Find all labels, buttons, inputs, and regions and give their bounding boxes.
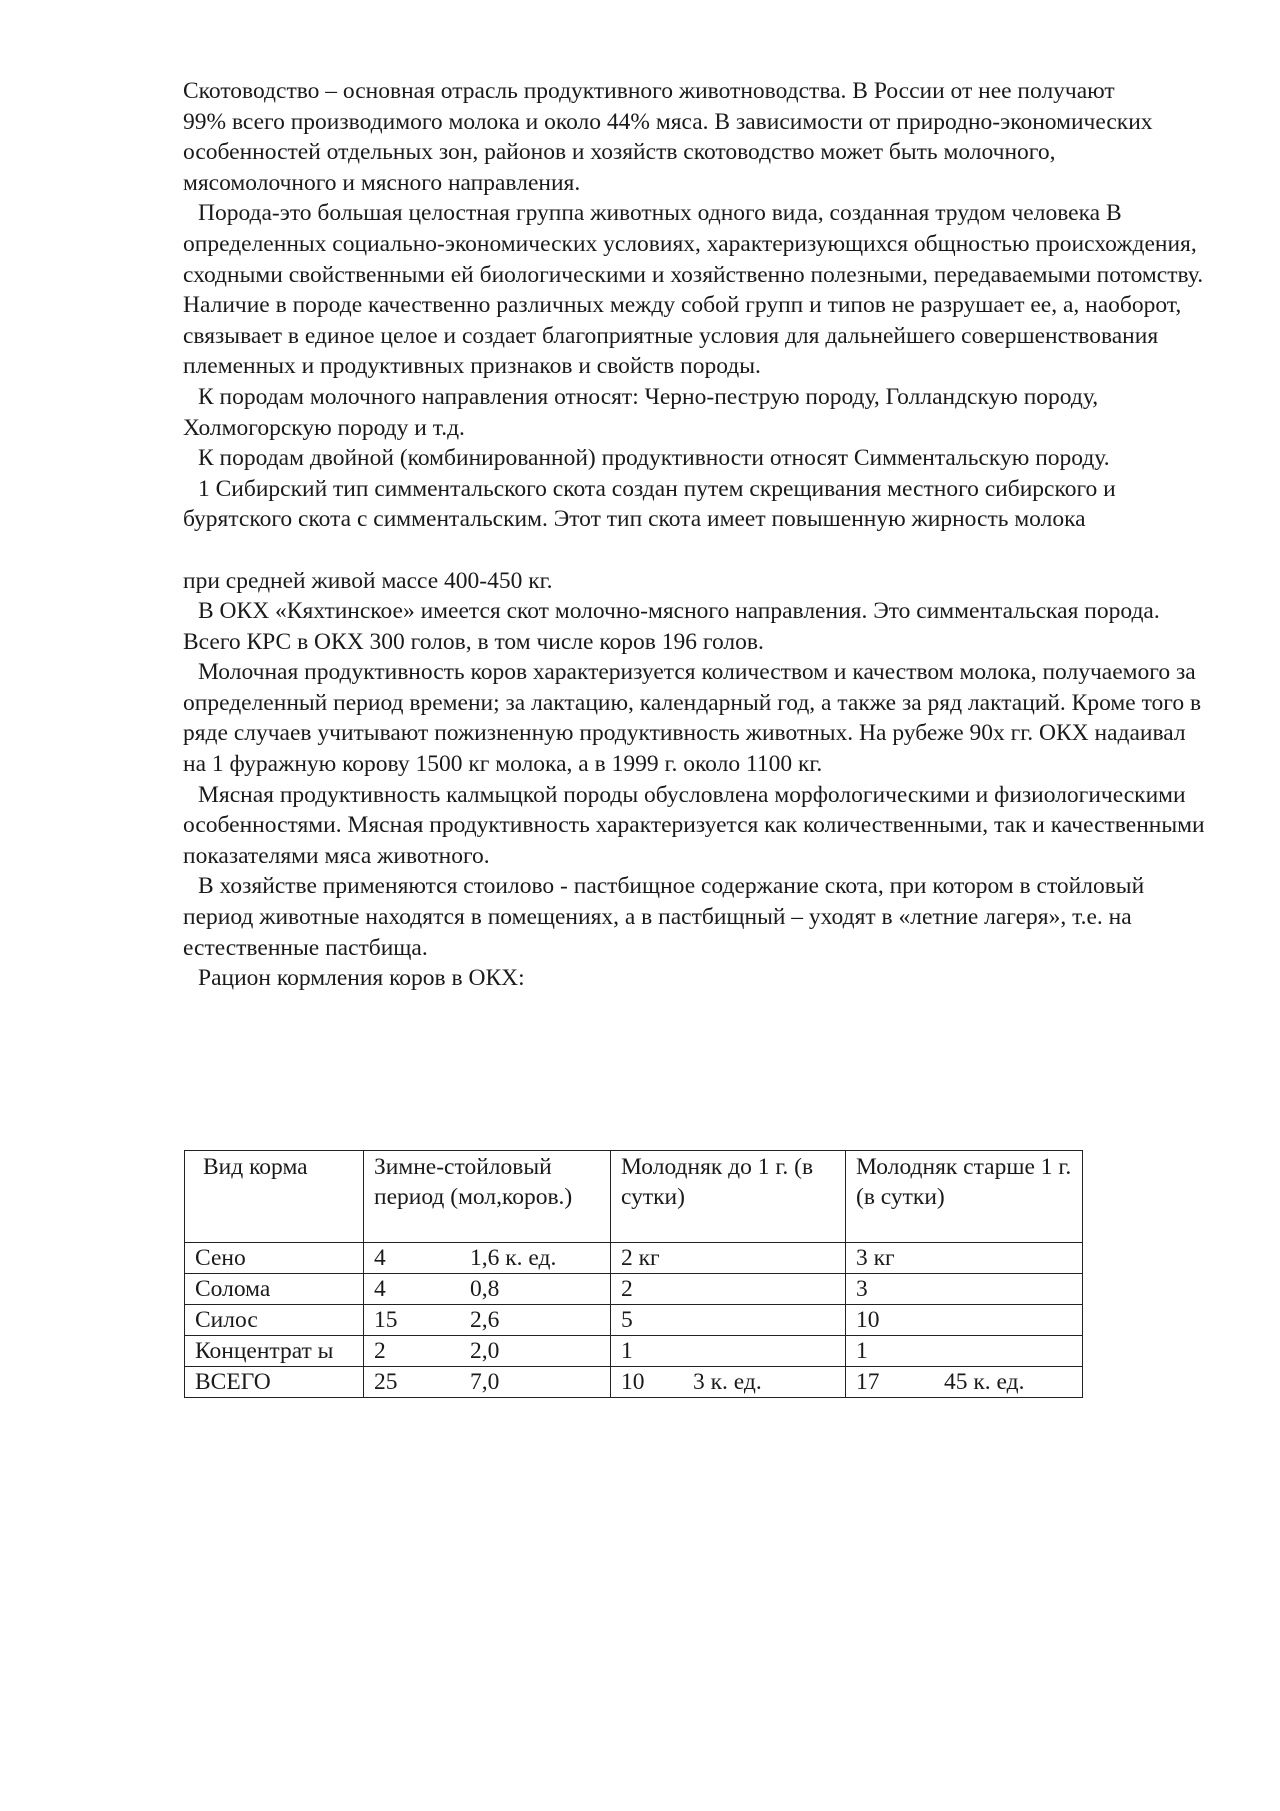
cell-winter	[364, 1243, 611, 1274]
cell-older	[846, 1336, 1083, 1367]
paragraph-milk-productivity: Молочная продуктивность коров характеризуется количеством и качеством молока, получаемого за определенный период времени; за лактацию, календарный год, а также за ряд лактаций. Кроме того в ряде случаев учитывают пожизненную продуктивность животных. На рубеже 90х гг. ОКХ надаивал на 1 фуражную корову 1500 кг молока, а в 1999 г. около 1100 кг.	[183, 659, 1202, 778]
cell-winter-amount: 15	[374, 1307, 398, 1333]
table-row-total	[185, 1367, 1083, 1398]
table-header-row	[185, 1151, 1083, 1243]
paragraph-meat-productivity: Мясная продуктивность калмыцкой породы обусловлена морфологическими и физиологическими особенностями. Мясная продуктивность характеризуется как количественными, так и качественными показателями мяса животного.	[183, 781, 1205, 869]
cell-young	[611, 1367, 846, 1398]
cell-winter-amount: 25	[374, 1369, 398, 1395]
cell-winter	[364, 1305, 611, 1336]
cell-young	[611, 1336, 846, 1367]
ration-table	[184, 1150, 1083, 1398]
paragraph-breed-definition: Порода-это большая целостная группа животных одного вида, созданная трудом человека В определенных социально-экономических условиях, характеризующихся общностью происхождения, сходными свойственными ей биологическими и хозяйственно полезными, передаваемыми потомству. Наличие в породе качественно различных между собой групп и типов не разрушает ее, а, наоборот, связывает в единое целое и создает благоприятные условия для дальнейшего совершенствования племенных и продуктивных признаков и свойств породы.	[183, 200, 1204, 380]
cell-young-amount: 1	[621, 1338, 633, 1364]
cell-winter-units: 2,6	[470, 1307, 500, 1333]
cell-young-amount: 2 кг	[621, 1245, 660, 1271]
header-young-under-1: Молодняк до 1 г. (в сутки)	[611, 1151, 846, 1243]
cell-young-amount: 2	[621, 1276, 633, 1302]
cell-winter-amount: 2	[374, 1338, 386, 1364]
cell-winter-amount: 4	[374, 1276, 386, 1302]
paragraph-siberian-type: 1 Сибирский тип симментальского скота создан путем скрещивания местного сибирского и бурятского скота с симментальским. Этот тип скота имеет повышенную жирность молока	[183, 475, 1116, 533]
cell-winter-units: 7,0	[470, 1369, 500, 1395]
cell-older-units: 45 к. ед.	[944, 1369, 1025, 1395]
cell-young-amount: 5	[621, 1307, 633, 1333]
cell-winter	[364, 1336, 611, 1367]
header-winter-period: Зимне-стойловый период (мол,коров.)	[364, 1151, 611, 1243]
cell-older	[846, 1243, 1083, 1274]
header-feed-type: Вид корма	[185, 1151, 364, 1243]
table-row	[185, 1274, 1083, 1305]
cell-older-amount: 3 кг	[856, 1245, 895, 1271]
cell-older	[846, 1305, 1083, 1336]
cell-young-amount: 10	[621, 1369, 645, 1395]
cell-young	[611, 1274, 846, 1305]
document-body	[183, 76, 1213, 994]
paragraph-live-weight: при средней живой массе 400-450 кг.	[183, 567, 553, 594]
cell-older-amount: 1	[856, 1338, 868, 1364]
cell-winter-units: 0,8	[470, 1276, 500, 1302]
cell-young-units: 3 к. ед.	[693, 1369, 762, 1395]
paragraph-milk-share: 99% всего производимого молока и около 44% мяса. В зависимости от природно-экономических особенностей отдельных зон, районов и хозяйств скотоводство может быть молочного, мясомолочного и мясного направления.	[183, 108, 1153, 196]
cell-winter-amount: 4	[374, 1245, 386, 1271]
cell-winter-units: 2,0	[470, 1338, 500, 1364]
cell-winter	[364, 1274, 611, 1305]
header-young-over-1: Молодняк старше 1 г. (в сутки)	[846, 1151, 1083, 1243]
cell-older	[846, 1274, 1083, 1305]
cell-feed: Солома	[185, 1274, 364, 1305]
table-row	[185, 1243, 1083, 1274]
table-row	[185, 1305, 1083, 1336]
cell-older	[846, 1367, 1083, 1398]
cell-older-amount: 17	[856, 1369, 880, 1395]
cell-winter-units: 1,6 к. ед.	[470, 1245, 557, 1271]
paragraph-ration-caption: Рацион кормления коров в ОКХ:	[198, 965, 525, 992]
paragraph-okh-herd: В ОКХ «Кяхтинское» имеется скот молочно-мясного направления. Это симментальская порода. Всего КРС в ОКХ 300 голов, в том числе коров 196 голов.	[183, 598, 1160, 655]
cell-older-amount: 10	[856, 1307, 880, 1333]
paragraph-dual-breeds: К породам двойной (комбинированной) продуктивности относят Симментальскую породу.	[198, 445, 1110, 472]
cell-winter	[364, 1367, 611, 1398]
cell-feed: ВСЕГО	[185, 1367, 364, 1398]
table-row	[185, 1336, 1083, 1367]
cell-feed: Концентрат ы	[185, 1336, 364, 1367]
cell-young	[611, 1305, 846, 1336]
cell-feed: Силос	[185, 1305, 364, 1336]
paragraph-housing: В хозяйстве применяются стоилово - пастбищное содержание скота, при котором в стойловый период животные находятся в помещениях, а в пастбищный – уходят в «летние лагеря», т.е. на естественные пастбища.	[183, 873, 1145, 961]
cell-feed: Сено	[185, 1243, 364, 1274]
cell-young	[611, 1243, 846, 1274]
paragraph-dairy-breeds: К породам молочного направления относят: Черно-пеструю породу, Голландскую породу, Холмогорскую породу и т.д.	[183, 383, 1099, 441]
paragraph-intro: Скотоводство – основная отрасль продуктивного животноводства. В России от нее получают	[183, 78, 1115, 104]
cell-older-amount: 3	[856, 1276, 868, 1302]
